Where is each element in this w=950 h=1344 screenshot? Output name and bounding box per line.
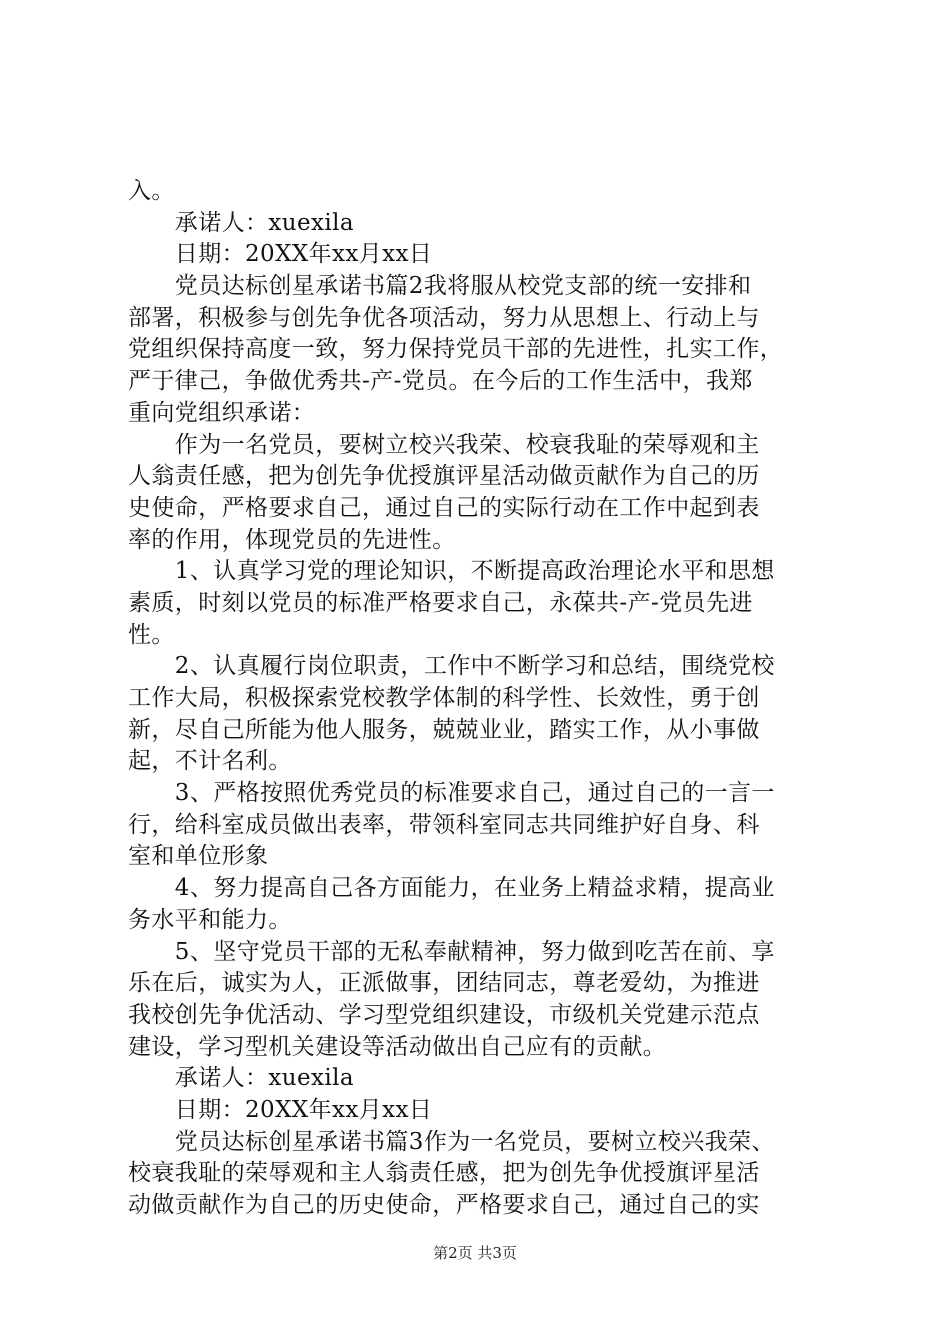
text-line: 作为一名党员，要树立校兴我荣、校衰我耻的荣辱观和主 [128, 431, 760, 458]
text-line: 起，不计名利。 [128, 748, 292, 775]
text-line: 史使命，严格要求自己，通过自己的实际行动在工作中起到表 [128, 494, 760, 521]
text-line: 性。 [128, 621, 175, 648]
text-line: 我校创先争优活动、学习型党组织建设，市级机关党建示范点 [128, 1001, 760, 1028]
text-line: 5、坚守党员干部的无私奉献精神，努力做到吃苦在前、享 [128, 938, 775, 965]
text-line: 承诺人：xuexila [128, 1065, 354, 1092]
text-line: 3、严格按照优秀党员的标准要求自己，通过自己的一言一 [128, 780, 775, 807]
text-line: 承诺人：xuexila [128, 209, 354, 236]
text-line: 1、认真学习党的理论知识，不断提高政治理论水平和思想 [128, 558, 775, 585]
text-line: 素质，时刻以党员的标准严格要求自己，永葆共-产-党员先进 [128, 589, 753, 616]
text-line: 务水平和能力。 [128, 906, 292, 933]
text-line: 入。 [128, 178, 175, 204]
text-line: 行，给科室成员做出表率，带领科室同志共同维护好自身、科 [128, 811, 760, 838]
text-line: 日期：20XX年xx月xx日 [128, 241, 433, 268]
text-line: 部署，积极参与创先争优各项活动，努力从思想上、行动上与 [128, 304, 760, 331]
document-body [128, 176, 828, 1222]
text-line: 2、认真履行岗位职责，工作中不断学习和总结，围绕党校 [128, 653, 775, 680]
text-line: 重向党组织承诺： [128, 399, 316, 426]
text-line: 4、努力提高自己各方面能力，在业务上精益求精，提高业 [128, 875, 775, 902]
text-line: 室和单位形象 [128, 843, 269, 870]
text-line: 建设，学习型机关建设等活动做出自己应有的贡献。 [128, 1033, 667, 1060]
text-line: 党员达标创星承诺书篇3作为一名党员，要树立校兴我荣、 [128, 1128, 775, 1155]
text-line: 人翁责任感，把为创先争优授旗评星活动做贡献作为自己的历 [128, 463, 760, 490]
text-line: 日期：20XX年xx月xx日 [128, 1096, 433, 1123]
page-footer: 第2页 共3页 [433, 1244, 517, 1262]
text-line: 严于律己，争做优秀共-产-党员。在今后的工作生活中，我郑 [128, 368, 753, 395]
text-line: 党组织保持高度一致，努力保持党员干部的先进性，扎实工作， [128, 336, 784, 363]
text-line: 党员达标创星承诺书篇2我将服从校党支部的统一安排和 [128, 273, 752, 300]
text-line: 乐在后，诚实为人，正派做事，团结同志，尊老爱幼，为推进 [128, 970, 760, 997]
text-line: 工作大局，积极探索党校教学体制的科学性、长效性，勇于创 [128, 685, 760, 711]
text-line: 新，尽自己所能为他人服务，兢兢业业，踏实工作，从小事做 [128, 716, 760, 743]
text-line: 校衰我耻的荣辱观和主人翁责任感，把为创先争优授旗评星活 [128, 1160, 760, 1187]
text-line: 动做贡献作为自己的历史使命，严格要求自己，通过自己的实 [128, 1192, 760, 1218]
text-line: 率的作用，体现党员的先进性。 [128, 526, 456, 553]
